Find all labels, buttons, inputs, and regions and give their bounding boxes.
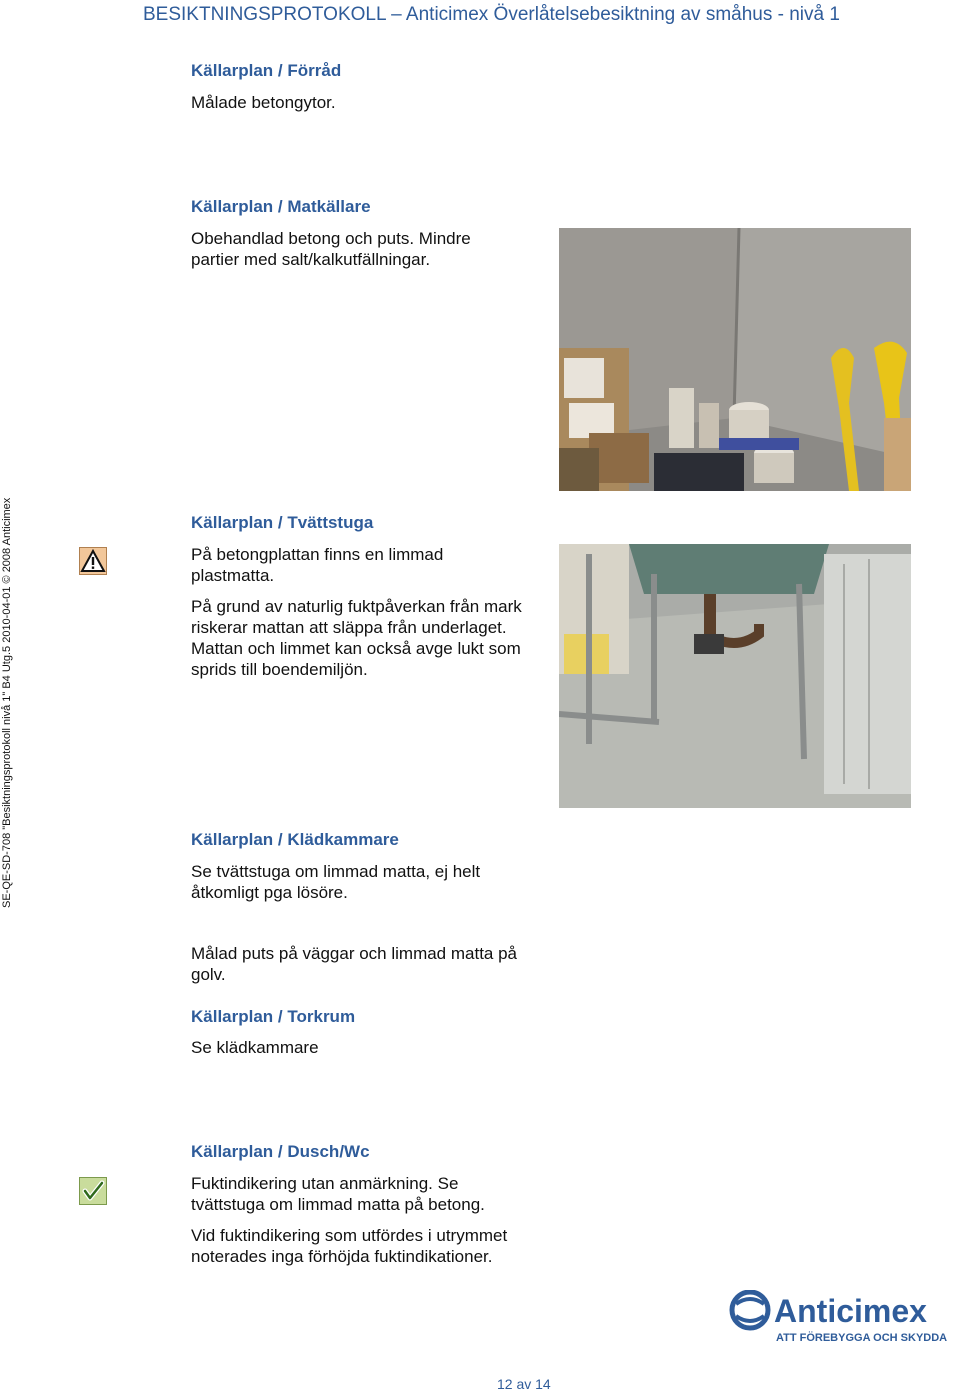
anticimex-logo-mark (728, 1290, 953, 1346)
text-dusch-1: Fuktindikering utan anmärkning. Se tvättstuga om limmad matta på betong. (191, 1174, 485, 1214)
side-reference-text: SE-QE-SD-708 "Besiktningsprotokoll nivå 1" B4 Utg.5 2010-04-01 © 2008 Anticimex (1, 497, 13, 908)
heading-dusch: Källarplan / Dusch/Wc (191, 1142, 370, 1161)
photo-matkallare (559, 228, 911, 491)
text-dusch-2: Vid fuktindikering som utfördes i utrymmet noterades inga förhöjda fuktindikationer. (191, 1226, 508, 1266)
page-number: 12 av 14 (497, 1376, 551, 1392)
logo-tagline: ATT FÖREBYGGA OCH SKYDDA (776, 1332, 948, 1344)
heading-tvattstuga: Källarplan / Tvättstuga (191, 513, 374, 532)
photo-tvattstuga (559, 544, 911, 808)
text-tvattstuga-2: På grund av naturlig fuktpåverkan från mark riskerar mattan att släppa från underlaget. Mattan och limmet kan också avge lukt som sprids till boendemiljön. (191, 597, 522, 679)
text-forrad: Målade betongytor. (191, 93, 336, 112)
anticimex-logo (728, 1290, 953, 1351)
text-kladkammare-1: Se tvättstuga om limmad matta, ej helt åtkomligt pga lösöre. (191, 862, 481, 902)
checkmark-icon (79, 1177, 107, 1205)
text-matkallare: Obehandlad betong och puts. Mindre partier med salt/kalkutfällningar. (191, 229, 471, 269)
heading-kladkammare: Källarplan / Klädkammare (191, 830, 399, 849)
heading-matkallare: Källarplan / Matkällare (191, 197, 371, 216)
document-header: BESIKTNINGSPROTOKOLL – Anticimex Överlåtelsebesiktning av småhus - nivå 1 (143, 4, 840, 25)
warning-icon (79, 547, 107, 575)
logo-name: Anticimex (774, 1293, 927, 1329)
text-torkrum: Se klädkammare (191, 1038, 319, 1057)
text-tvattstuga-1: På betongplattan finns en limmad plastmatta. (191, 545, 444, 585)
heading-forrad: Källarplan / Förråd (191, 61, 342, 80)
heading-torkrum: Källarplan / Torkrum (191, 1007, 356, 1026)
text-kladkammare-2: Målad puts på väggar och limmad matta på golv. (191, 944, 518, 984)
